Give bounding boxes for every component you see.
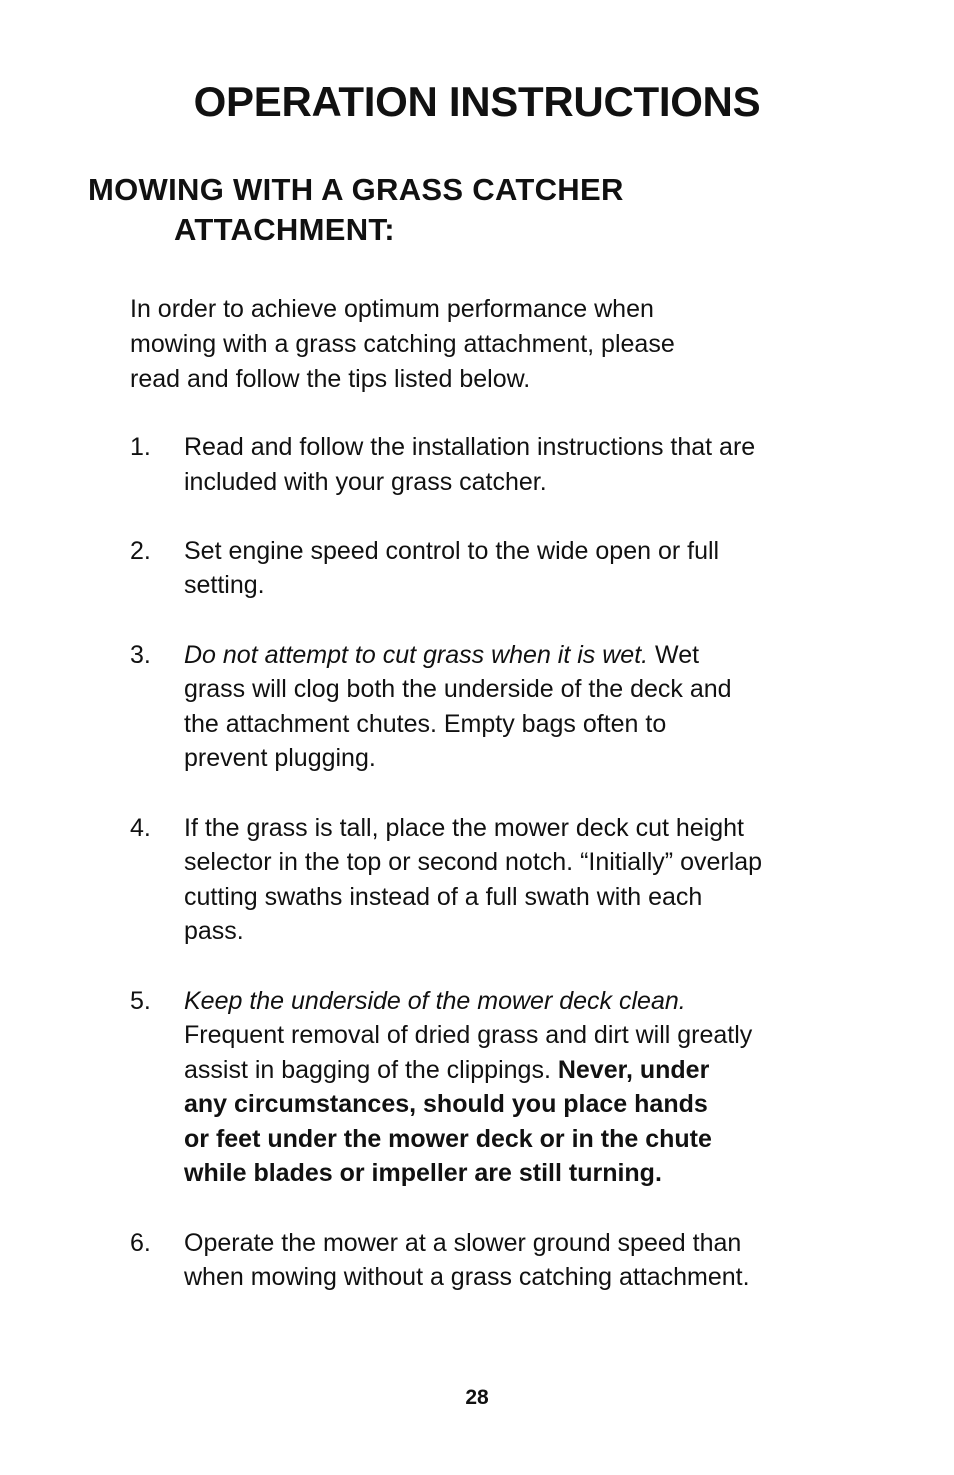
tip-item-6 (130, 1226, 830, 1295)
tip-line: grass will clog both the underside of the deck and (184, 675, 732, 704)
tip-lead-tail: Wet (648, 640, 700, 669)
section-heading-line-2: ATTACHMENT: (174, 212, 395, 247)
intro-paragraph (130, 292, 770, 397)
tip-line: pass. (184, 917, 244, 946)
tip-line: selector in the top or second notch. “Initially” overlap (184, 848, 763, 877)
tip-italic-lead: Do not attempt to cut grass when it is wet. (184, 640, 649, 669)
tips-list (130, 430, 830, 1329)
page-number: 28 (465, 1386, 489, 1409)
tip-number: 2. (130, 536, 151, 565)
tip-warning-line: or feet under the mower deck or in the chute (184, 1124, 712, 1153)
tip-line: Frequent removal of dried grass and dirt will greatly (184, 1021, 753, 1050)
tip-number: 4. (130, 813, 151, 842)
tip-line: cutting swaths instead of a full swath with each (184, 882, 703, 911)
tip-line: If the grass is tall, place the mower deck cut height (184, 813, 744, 842)
tip-line: when mowing without a grass catching attachment. (184, 1263, 750, 1292)
tip-number: 5. (130, 986, 151, 1015)
tip-warning-line: any circumstances, should you place hands (184, 1090, 708, 1119)
tip-number: 1. (130, 433, 151, 461)
tip-warning-start: Never, under (557, 1055, 710, 1084)
tip-line: setting. (184, 571, 265, 600)
tip-number: 6. (130, 1228, 151, 1257)
tip-line: Operate the mower at a slower ground speed than (184, 1228, 742, 1257)
intro-line: read and follow the tips listed below. (130, 365, 531, 393)
tip-italic-lead: Keep the underside of the mower deck clean. (184, 986, 686, 1015)
tip-line: prevent plugging. (184, 744, 376, 773)
page-title: OPERATION INSTRUCTIONS (193, 78, 761, 125)
tip-warning-line: while blades or impeller are still turning. (184, 1159, 662, 1188)
intro-line: mowing with a grass catching attachment, please (130, 330, 675, 358)
tip-line: Set engine speed control to the wide open or full (184, 536, 720, 565)
section-heading (88, 170, 624, 250)
tip-number: 3. (130, 640, 151, 669)
intro-line: In order to achieve optimum performance when (130, 295, 654, 323)
tip-item-4 (130, 811, 830, 949)
tip-line: included with your grass catcher. (184, 467, 547, 496)
tip-line-plain: assist in bagging of the clippings. (184, 1055, 558, 1084)
tip-line: the attachment chutes. Empty bags often to (184, 709, 667, 738)
tip-item-5 (130, 984, 830, 1192)
tip-line: Read and follow the installation instructions that are (184, 433, 756, 461)
tip-item-2 (130, 534, 830, 603)
section-heading-line-1: MOWING WITH A GRASS CATCHER (88, 172, 624, 207)
tip-item-3 (130, 638, 830, 776)
tip-item-1 (130, 430, 830, 499)
